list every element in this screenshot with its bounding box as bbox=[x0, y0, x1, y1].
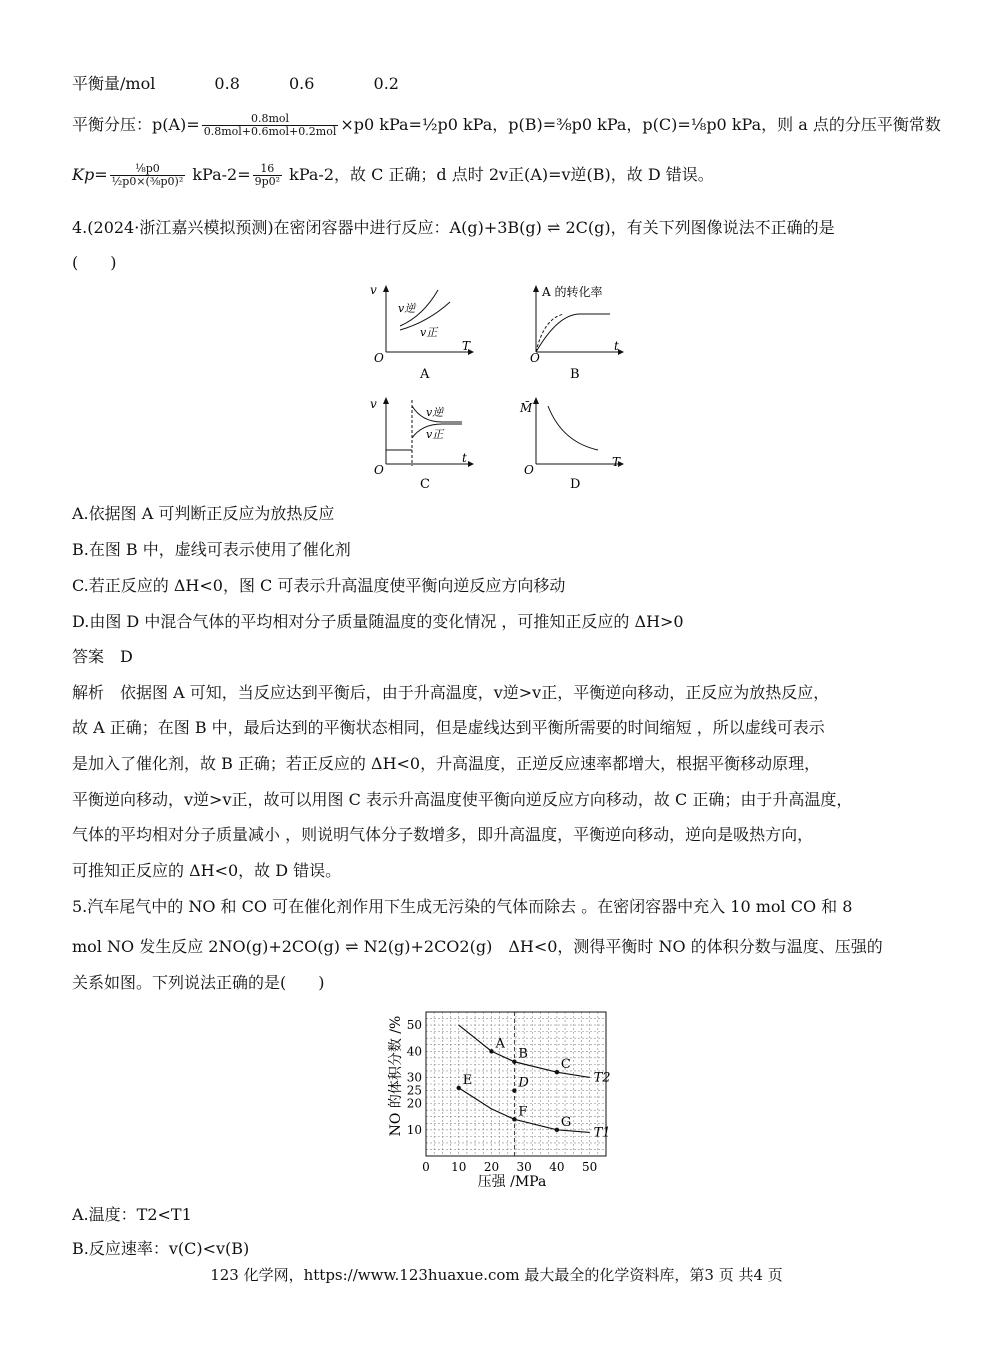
no-volume-fraction-chart bbox=[380, 1004, 620, 1192]
chart5-y-tick-label: 20 bbox=[406, 1096, 422, 1111]
q5-option-a: A.温度：T2<T1 bbox=[72, 1205, 192, 1224]
kp-frac-num: ⅛p0 bbox=[110, 163, 186, 176]
chart5-point bbox=[489, 1049, 493, 1053]
graph-c-ylabel: v bbox=[370, 397, 377, 411]
graph-d-origin: O bbox=[524, 463, 534, 477]
q5-option-b: B.反应速率：v(C)<v(B) bbox=[72, 1239, 250, 1258]
graph-b-xlabel: t bbox=[614, 339, 619, 353]
graph-a bbox=[368, 282, 478, 382]
kp-fraction-2 bbox=[253, 163, 282, 188]
q4-option-a: A.依据图 A 可判断正反应为放热反应 bbox=[72, 504, 335, 523]
graph-c-origin: O bbox=[374, 463, 384, 477]
chart5-y-tick-label: 25 bbox=[406, 1083, 422, 1098]
graph-c-curve2: v正 bbox=[426, 428, 444, 441]
question-5-line-3: 关系如图。下列说法正确的是( ) bbox=[72, 973, 325, 992]
graph-d-ylabel: M̄ bbox=[520, 401, 533, 415]
graph-b bbox=[518, 282, 638, 382]
chart5-y-tick-label: 50 bbox=[406, 1018, 422, 1033]
explanation-line-3: 是加入了催化剂，故 B 正确；若正反应的 ΔH<0，升高温度，正逆反应速率都增大，根据平衡移动原理， bbox=[72, 754, 821, 773]
graph-d bbox=[518, 394, 638, 494]
chart5-point-label: D bbox=[518, 1075, 529, 1091]
q4-option-b: B.在图 B 中，虚线可表示使用了催化剂 bbox=[72, 540, 351, 559]
chart5-series-label: T2 bbox=[593, 1070, 611, 1086]
kp-suffix: kPa-2，故 C 正确；d 点时 2v正(A)=v逆(B)，故 D 错误。 bbox=[284, 165, 714, 184]
chart5-xlabel: 压强 /MPa bbox=[477, 1174, 547, 1190]
graph-b-caption: B bbox=[570, 367, 580, 382]
kp-mid: kPa-2= bbox=[187, 165, 251, 184]
chart5-x-tick-label: 10 bbox=[451, 1160, 467, 1174]
question-5-line-2: mol NO 发生反应 2NO(g)+2CO(g) ⇌ N2(g)+2CO2(g) ΔH<0，测得平衡时 NO 的体积分数与温度、压强的 bbox=[72, 937, 883, 956]
equilibrium-amount-row bbox=[72, 73, 399, 95]
explanation-line-6: 可推知正反应的 ΔH<0，故 D 错误。 bbox=[72, 861, 342, 880]
pp-fraction bbox=[202, 113, 339, 138]
eq-value-1: 0.8 bbox=[214, 74, 240, 93]
graph-a-xlabel: T bbox=[462, 339, 471, 353]
question-4-stem: 4.(2024·浙江嘉兴模拟预测)在密闭容器中进行反应：A(g)+3B(g) ⇌ 2C(g)，有关下列图像说法不正确的是 bbox=[72, 218, 835, 237]
graph-c-caption: C bbox=[420, 477, 430, 492]
explanation-line-5: 气体的平均相对分子质量减小 ，则说明气体分子数增多，即升高温度，平衡逆向移动，逆向是吸热方向， bbox=[72, 825, 814, 844]
chart5-point bbox=[512, 1088, 516, 1092]
graph-b-ylabel: A 的转化率 bbox=[542, 285, 603, 299]
chart5-x-tick-label: 0 bbox=[422, 1160, 430, 1174]
chart5-y-tick-label: 10 bbox=[406, 1122, 422, 1137]
pp-frac-num: 0.8mol bbox=[202, 113, 339, 126]
chart5-point-label: G bbox=[560, 1114, 572, 1130]
graph-d-caption: D bbox=[570, 477, 581, 492]
chart5-grid bbox=[426, 1012, 606, 1156]
graph-a-caption: A bbox=[420, 367, 430, 382]
chart5-point bbox=[555, 1128, 559, 1132]
answer-line: 答案 D bbox=[72, 647, 133, 666]
chart5-point-label: B bbox=[518, 1046, 528, 1062]
eq-value-2: 0.6 bbox=[288, 74, 315, 93]
chart5-x-tick-label: 30 bbox=[516, 1160, 532, 1174]
kp-prefix: Kp= bbox=[72, 165, 108, 184]
partial-pressure-line bbox=[72, 113, 941, 138]
kp-line bbox=[72, 163, 714, 188]
graph-a-curve1: v逆 bbox=[398, 302, 416, 315]
q4-option-c: C.若正反应的 ΔH<0，图 C 可表示升高温度使平衡向逆反应方向移动 bbox=[72, 576, 566, 595]
chart5-point-label: A bbox=[495, 1036, 505, 1052]
chart5-x-tick-label: 40 bbox=[549, 1160, 565, 1174]
chart5-y-tick-label: 40 bbox=[406, 1044, 422, 1059]
graph-b-origin: O bbox=[530, 351, 540, 365]
graph-a-ylabel: v bbox=[370, 283, 377, 297]
question-4-paren: ( ) bbox=[72, 253, 117, 272]
pp-rest: ×p0 kPa=½p0 kPa，p(B)=⅜p0 kPa，p(C)=⅛p0 kPa，则 a 点的分压平衡常数 bbox=[340, 115, 941, 134]
eq-label: 平衡量/mol bbox=[72, 74, 156, 93]
graph-a-origin: O bbox=[374, 351, 384, 365]
graph-c bbox=[368, 394, 478, 494]
graph-a-curve2: v正 bbox=[420, 326, 438, 339]
kp-frac2-num: 16 bbox=[253, 163, 282, 176]
chart5-point-label: E bbox=[462, 1072, 473, 1088]
chart5-point bbox=[512, 1117, 516, 1121]
chart5-point-label: C bbox=[560, 1057, 571, 1073]
kp-frac-den: ½p0×(⅜p0)² bbox=[111, 175, 184, 188]
chart5-point bbox=[555, 1070, 559, 1074]
graph-d-xlabel: T bbox=[612, 455, 621, 469]
chart5-x-tick-label: 50 bbox=[581, 1160, 598, 1174]
explanation-line-4: 平衡逆向移动，v逆>v正，故可以用图 C 表示升高温度使平衡向逆反应方向移动，故 C 正确；由于升高温度， bbox=[72, 790, 853, 809]
graph-c-xlabel: t bbox=[462, 451, 467, 465]
chart5-series-label: T1 bbox=[593, 1125, 611, 1141]
pp-frac-den: 0.8mol+0.6mol+0.2mol bbox=[203, 125, 337, 138]
eq-value-3: 0.2 bbox=[373, 74, 399, 93]
kp-frac2-den: 9p0² bbox=[254, 175, 281, 188]
chart5-y-tick-label: 30 bbox=[406, 1070, 422, 1085]
graph-c-curve1: v逆 bbox=[426, 406, 444, 419]
chart5-x-tick-label: 20 bbox=[483, 1160, 500, 1174]
question-5-line-1: 5.汽车尾气中的 NO 和 CO 可在催化剂作用下生成无污染的气体而除去 。在密闭容器中充入 10 mol CO 和 8 bbox=[72, 897, 853, 916]
explanation-line-1: 解析 依据图 A 可知，当反应达到平衡后，由于升高温度，v逆>v正，平衡逆向移动，正反应为放热反应， bbox=[72, 683, 830, 702]
chart5-point-label: F bbox=[518, 1104, 528, 1120]
chart5-ylabel: NO 的体积分数 /% bbox=[388, 1015, 404, 1137]
explanation-line-2: 故 A 正确；在图 B 中，最后达到的平衡状态相同，但是虚线达到平衡所需要的时间缩短 ，所以虚线可表示 bbox=[72, 718, 825, 737]
page-footer: 123 化学网，https://www.123huaxue.com 最大最全的化学资料库，第3 页 共4 页 bbox=[210, 1266, 783, 1284]
pp-prefix: 平衡分压：p(A)= bbox=[72, 115, 200, 134]
kp-fraction bbox=[110, 163, 186, 188]
q4-option-d: D.由图 D 中混合气体的平均相对分子质量随温度的变化情况 ，可推知正反应的 ΔH>0 bbox=[72, 612, 684, 631]
chart5-point bbox=[512, 1060, 516, 1064]
chart5-point bbox=[457, 1086, 461, 1090]
